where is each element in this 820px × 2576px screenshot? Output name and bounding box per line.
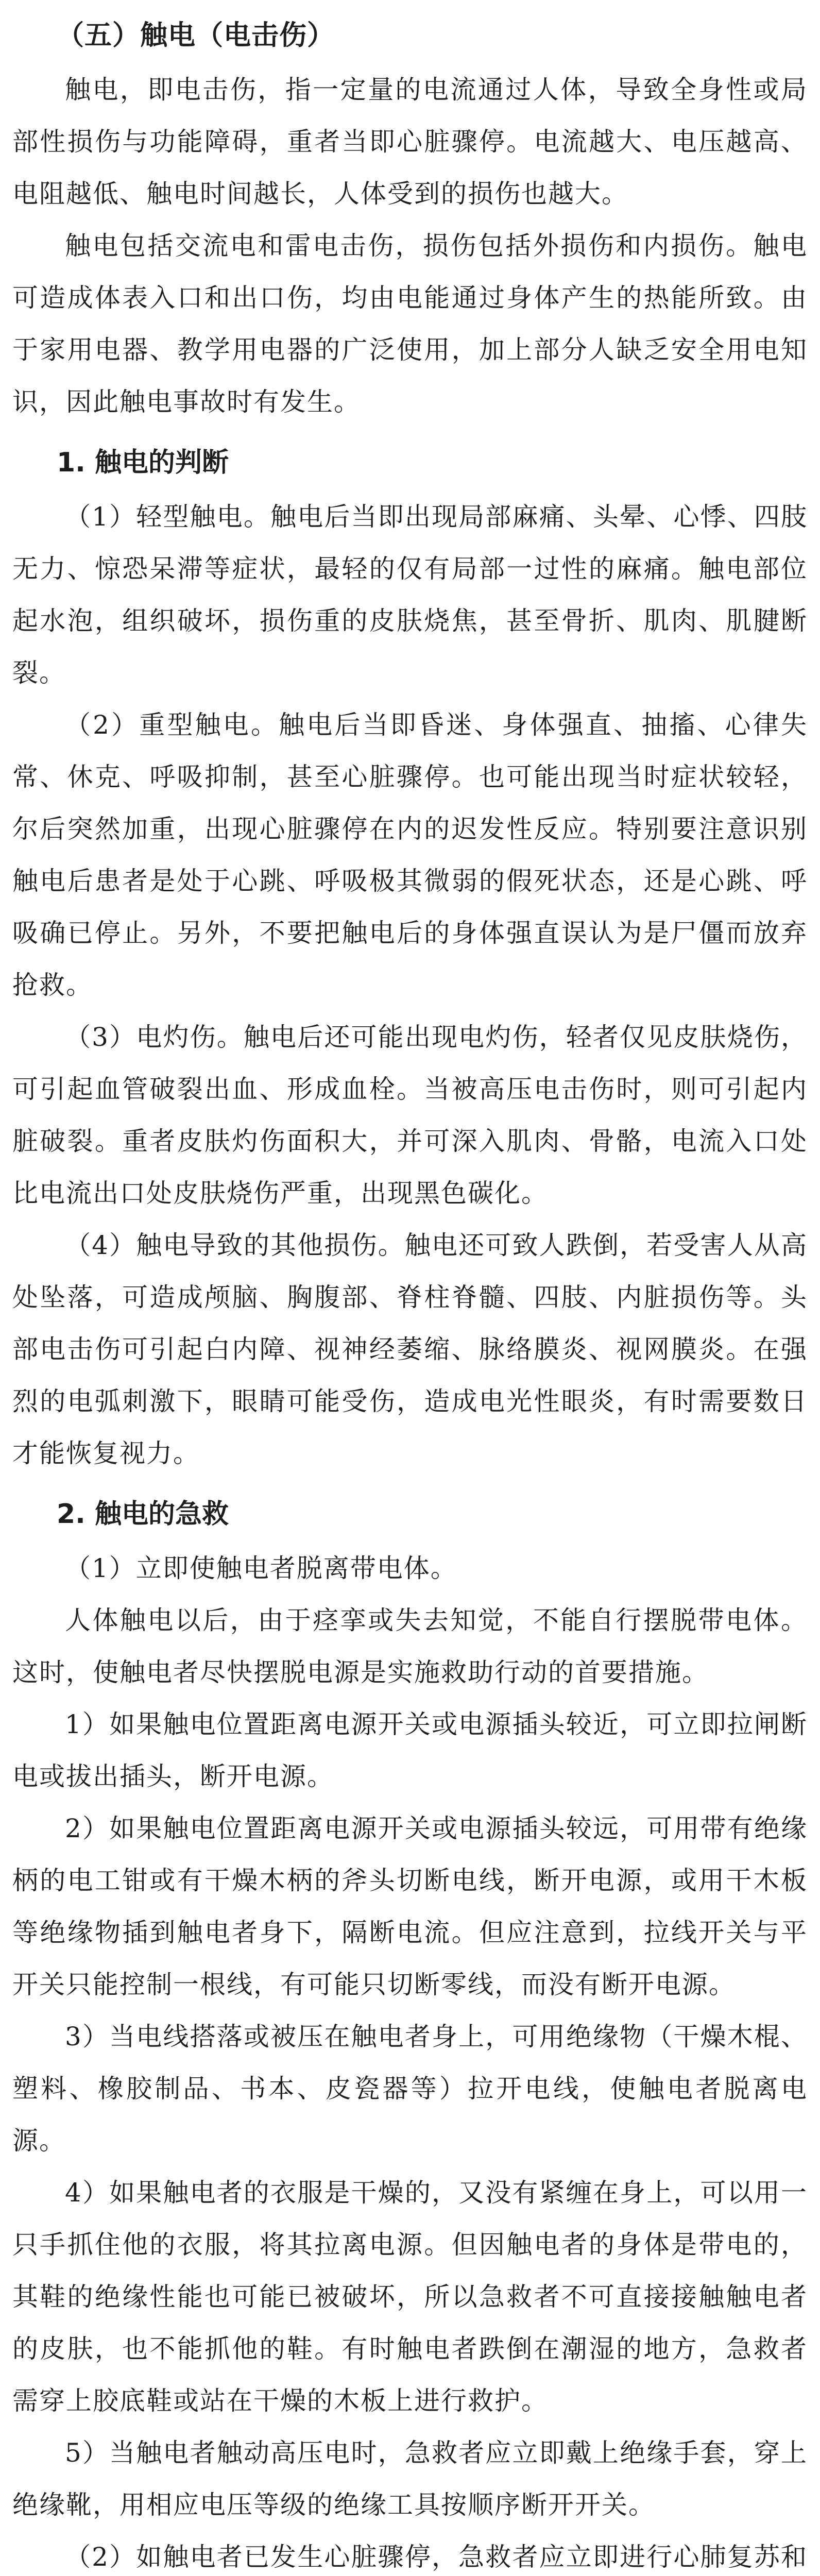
rescue-paragraph: （1）立即使触电者脱离带电体。 [65, 1553, 457, 1583]
rescue-paragraph: 3）当电线搭落或被压在触电者身上，可用绝缘物（干燥木棍、塑料、橡胶制品、书本、皮瓷器等）拉开电线，使触电者脱离电源。 [12, 2022, 808, 2156]
rescue-heading: 2. 触电的急救 [57, 1499, 229, 1530]
rescue-paragraph: （2）如触电者已发生心脏骤停，急救者应立即进行心肺复苏和 [65, 2542, 808, 2572]
rescue-paragraph: 1）如果触电位置距离电源开关或电源插头较近，可立即拉闸断电或拔出插头，断开电源。 [12, 1709, 808, 1791]
rescue-block [12, 1543, 808, 2576]
judge-paragraph-light: （1）轻型触电。触电后当即出现局部麻痛、头晕、心悸、四肢无力、惊恐呆滞等症状，最轻的仅有局部一过性的麻痛。触电部位起水泡，组织破坏，损伤重的皮肤烧焦，甚至骨折、肌肉、肌腱断裂。 [12, 502, 808, 688]
judge-paragraph-burn: （3）电灼伤。触电后还可能出现电灼伤，轻者仅见皮肤烧伤，可引起血管破裂出血、形成血栓。当被高压电击伤时，则可引起内脏破裂。重者皮肤灼伤面积大，并可深入肌肉、骨骼，电流入口处比电流出口处皮肤烧伤严重，出现黑色碳化。 [12, 1022, 808, 1208]
judge-paragraph-severe: （2）重型触电。触电后当即昏迷、身体强直、抽搐、心律失常、休克、呼吸抑制，甚至心脏骤停。也可能出现当时症状较轻，尔后突然加重，出现心脏骤停在内的迟发性反应。特别要注意识别触电后患者是处于心跳、呼吸极其微弱的假死状态，还是心跳、呼吸确已停止。另外，不要把触电后的身体强直误认为是尸僵而放弃抢救。 [12, 710, 808, 1000]
judge-paragraph-other: （4）触电导致的其他损伤。触电还可致人跌倒，若受害人从高处坠落，可造成颅脑、胸腹部、脊柱脊髓、四肢、内脏损伤等。头部电击伤可引起白内障、视神经萎缩、脉络膜炎、视网膜炎。在强烈的电弧刺激下，眼睛可能受伤，造成电光性眼炎，有时需要数日才能恢复视力。 [12, 1230, 808, 1468]
rescue-paragraph: 人体触电以后，由于痉挛或失去知觉，不能自行摆脱带电体。这时，使触电者尽快摆脱电源是实施救助行动的首要措施。 [12, 1605, 808, 1687]
intro-paragraph: 触电包括交流电和雷电击伤，损伤包括外损伤和内损伤。触电可造成体表入口和出口伤，均由电能通过身体产生的热能所致。由于家用电器、教学用电器的广泛使用，加上部分人缺乏安全用电知识，因此触电事故时有发生。 [12, 231, 808, 417]
section-title: （五）触电（电击伤） [57, 20, 335, 51]
rescue-paragraph: 2）如果触电位置距离电源开关或电源插头较远，可用带有绝缘柄的电工钳或有干燥木柄的斧头切断电线，断开电源，或用干木板等绝缘物插到触电者身下，隔断电流。但应注意到，拉线开关与平开关只能控制一根线，有可能只切断零线，而没有断开电源。 [12, 1814, 808, 1999]
intro-paragraph: 触电，即电击伤，指一定量的电流通过人体，导致全身性或局部性损伤与功能障碍，重者当即心脏骤停。电流越大、电压越高、电阻越低、触电时间越长，人体受到的损伤也越大。 [12, 75, 808, 209]
judge-block [12, 491, 808, 1480]
intro-block [12, 64, 808, 428]
judge-heading: 1. 触电的判断 [57, 447, 229, 478]
rescue-paragraph: 4）如果触电者的衣服是干燥的，又没有紧缠在身上，可以用一只手抓住他的衣服，将其拉离电源。但因触电者的身体是带电的，其鞋的绝缘性能也可能已被破坏，所以急救者不可直接接触触电者的皮肤，也不能抓他的鞋。有时触电者跌倒在潮湿的地方，急救者需穿上胶底鞋或站在干燥的木板上进行救护。 [12, 2178, 808, 2416]
rescue-paragraph: 5）当触电者触动高压电时，急救者应立即戴上绝缘手套，穿上绝缘靴，用相应电压等级的绝缘工具按顺序断开开关。 [12, 2438, 808, 2520]
